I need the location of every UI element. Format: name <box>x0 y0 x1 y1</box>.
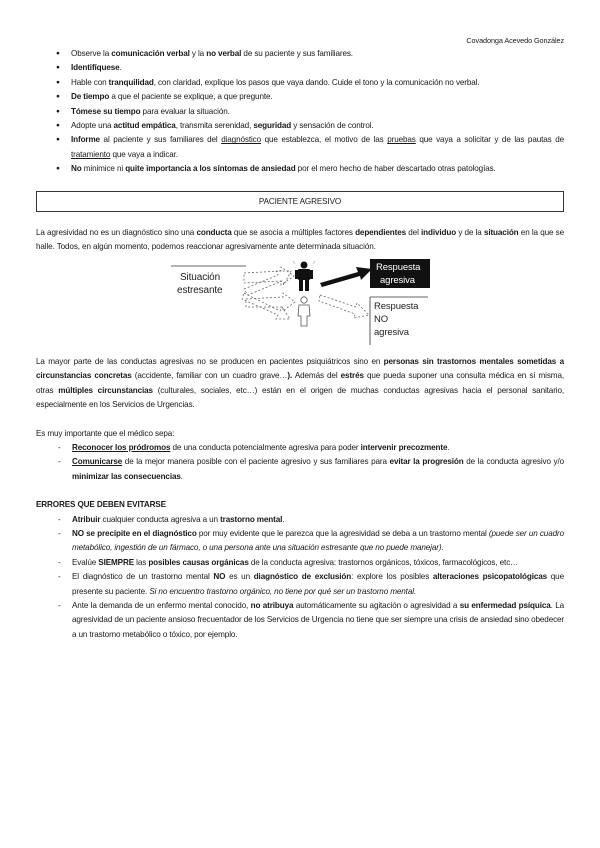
solid-arrow <box>320 267 372 287</box>
medico-item: - Comunicarse de la mejor manera posible con el paciente agresivo y sus familiares para evitar la progresión de la conducta agresivo y/o minimizar las consecuencias. <box>36 455 564 484</box>
advice-bullet: ● Tómese su tiempo para evaluar la situación. <box>36 105 564 119</box>
advice-bullet: ● Adopte una actitud empática, transmita serenidad, seguridad y sensación de control. <box>36 119 564 133</box>
advice-bullet: ● Hable con tranquilidad, con claridad, explique los pasos que vaya dando. Cuide el tono y la comunicación no verbal. <box>36 76 564 90</box>
diagram-svg <box>36 259 564 345</box>
author-header: Covadonga Acevedo González <box>466 36 564 45</box>
diagram-label-situacion: Situación <box>180 271 221 283</box>
errores-title: ERRORES QUE DEBEN EVITARSE <box>36 500 166 510</box>
diagram-label-estresante: estresante <box>177 284 223 296</box>
dashed-arrow-lower <box>319 295 369 318</box>
circumstances-paragraph: La mayor parte de las conductas agresivas no se producen en pacientes psiquiátricos sino en personas sin trastornos mentales sometidas a circunstancias concretas (accidente, familiar con un cuadro grave…). Además del estrés que pueda suponer una consulta médica en sí misma, otras múltiples circunstancias (culturales, sociales, etc…) están en el origen de muchas conductas agresivas hacia el personal sanitario, especialmente en los Servicios de Urgencias. <box>36 356 564 410</box>
box-label-respuesta: Respuesta <box>376 261 421 273</box>
error-item: - Evalúe SIEMPRE las posibles causas orgánicas de la conducta agresiva: trastornos orgánicos, tóxicos, farmacológicos, etc… <box>36 556 564 570</box>
section-title: PACIENTE AGRESIVO <box>36 191 564 212</box>
medico-list <box>36 441 564 484</box>
dashed-arrows <box>242 267 295 319</box>
medico-item: - Reconocer los pródromos de una conducta potencialmente agresiva para poder intervenir precozmente. <box>36 441 564 455</box>
intro-paragraph: La agresividad no es un diagnóstico sino una conducta que se asocia a múltiples factores dependientes del individuo y de la situación en la que se halle. Todos, en algún momento, podemos reaccionar agresivamente ante determinada situación. <box>36 228 564 252</box>
person-icon <box>293 261 315 291</box>
error-item: - Atribuir cualquier conducta agresiva a un trastorno mental. <box>36 513 564 527</box>
advice-bullet: ● No minimice ni quite importancia a los síntomas de ansiedad por el mero hecho de haber descartado otras patologías. <box>36 162 564 176</box>
error-item: - Ante la demanda de un enfermo mental conocido, no atribuya automáticamente su agitación o agresividad a su enfermedad psíquica. La agresividad de un paciente ansioso frecuentador de los Servicios de Urgencia no tiene que ser siempre una crisis de ansiedad sino obedecer a un trastorno metabólico o tóxico, por ejemplo. <box>36 599 564 642</box>
error-item: - NO se precipite en el diagnóstico por muy evidente que le parezca que la agresividad se deba a un trastorno mental (puede ser un cuadro metabólico, ingestión de un fármaco, o una persona ante una situación estresante que no puede manejar). <box>36 527 564 556</box>
advice-bullet: ● Informe al paciente y sus familiares del diagnóstico que establezca, el motivo de las pruebas que vaya a solicitar y de las pautas de tratamiento que vaya a indicar. <box>36 133 564 162</box>
medico-intro: Es muy importante que el médico sepa: <box>36 428 175 438</box>
alt-label-agresiva: agresiva <box>374 326 409 338</box>
advice-bullet: ● Observe la comunicación verbal y la no verbal de su paciente y sus familiares. <box>36 47 564 61</box>
person-outline-icon <box>298 297 310 326</box>
document-body <box>36 47 564 642</box>
error-item: - El diagnóstico de un trastorno mental NO es un diagnóstico de exclusión: explore los posibles alteraciones psicopatológicas que presente su paciente. Si no encuentro trastorno orgánico, no tiene por qué ser un trastorno mental. <box>36 570 564 599</box>
advice-bullet: ● Identifíquese. <box>36 61 564 75</box>
errores-list <box>36 513 564 643</box>
box-label-agresiva: agresiva <box>380 274 415 286</box>
alt-label-no: NO <box>374 313 389 325</box>
alt-label-respuesta: Respuesta <box>374 300 419 312</box>
aggression-diagram <box>36 259 564 345</box>
advice-bullet: ● De tiempo a que el paciente se explique, a que pregunte. <box>36 90 564 104</box>
advice-bullet-list <box>36 47 564 177</box>
